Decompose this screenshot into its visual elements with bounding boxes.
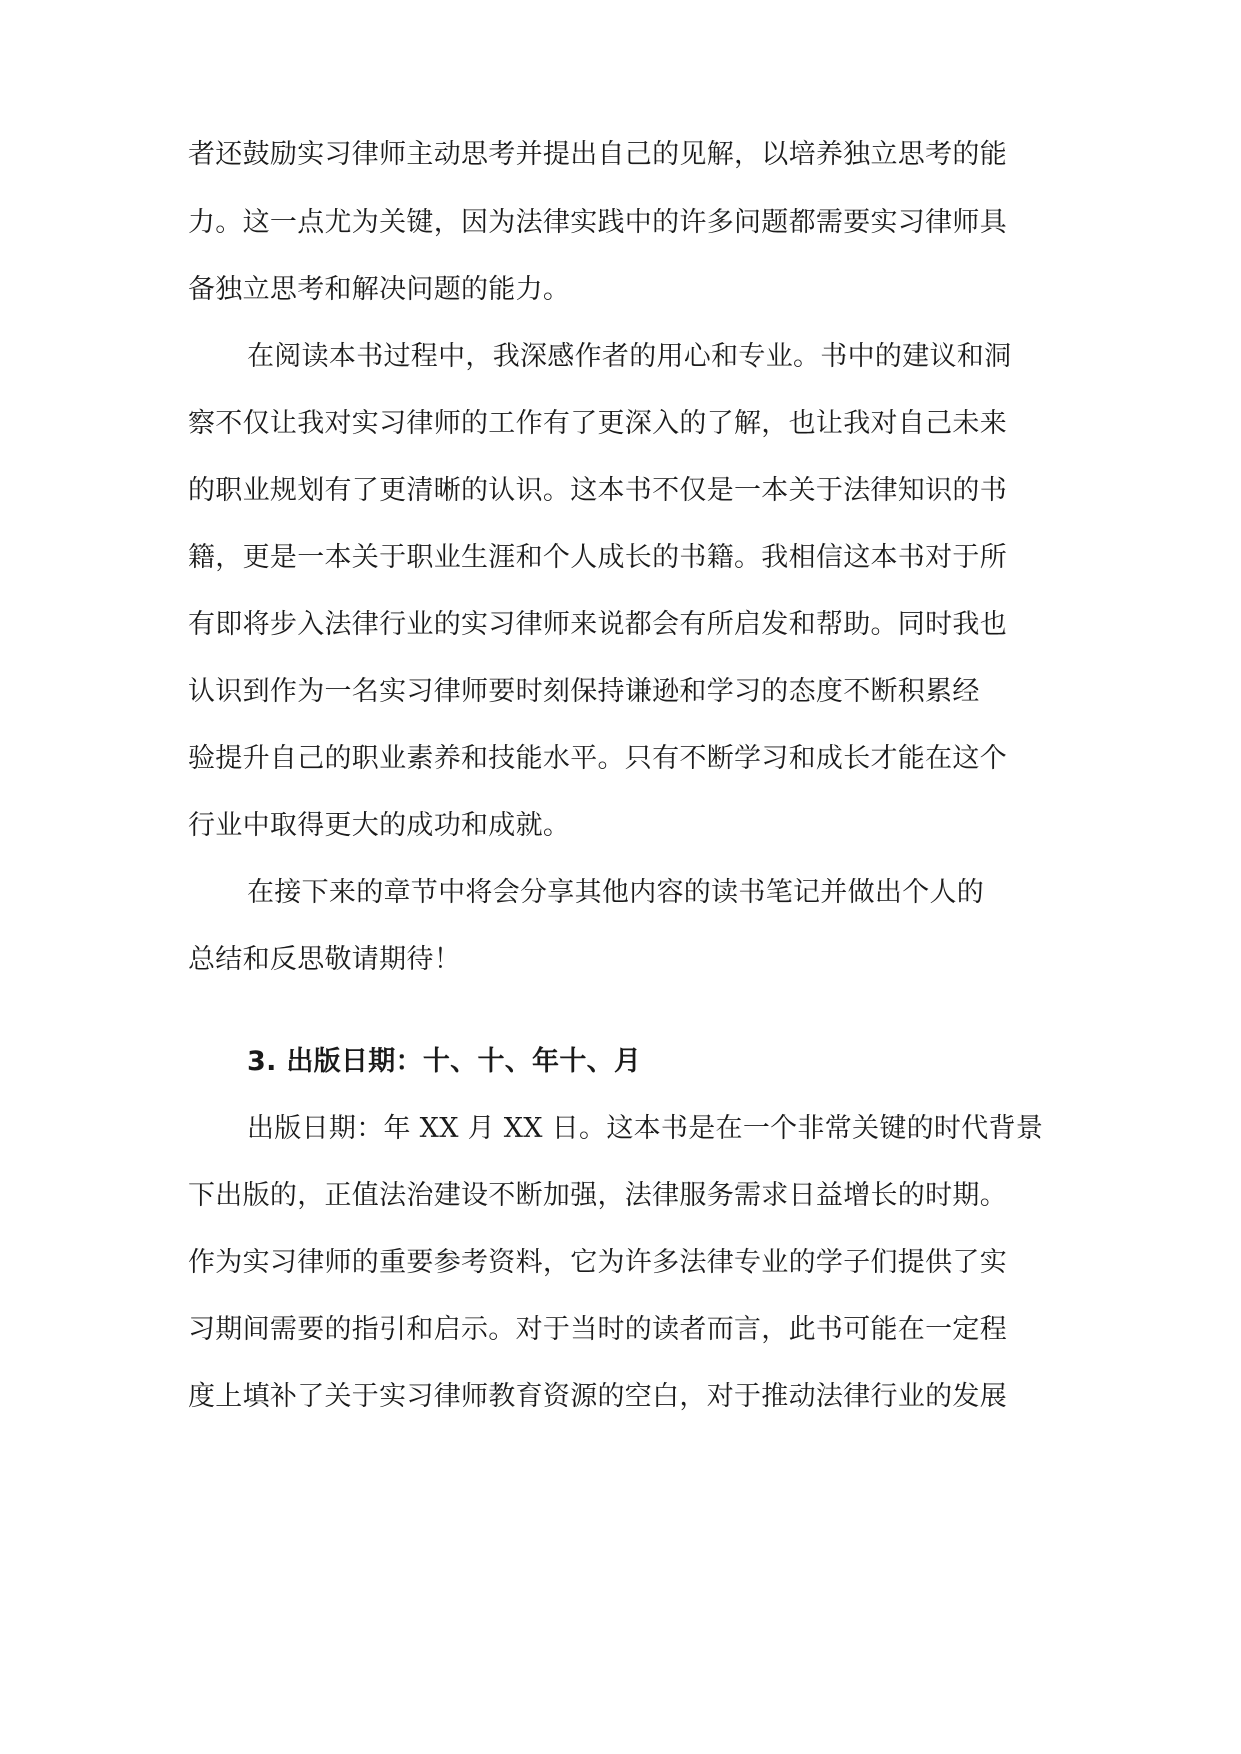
- paragraph-line: 行业中取得更大的成功和成就。: [188, 810, 571, 841]
- paragraph-line: 认识到作为一名实习律师要时刻保持谦逊和学习的态度不断积累经: [188, 676, 980, 707]
- paragraph-line: 的职业规划有了更清晰的认识。这本书不仅是一本关于法律知识的书: [188, 475, 1007, 506]
- paragraph-line: 出版日期：年 XX 月 XX 日。这本书是在一个非常关键的时代背景: [247, 1113, 1044, 1144]
- section-heading: 3. 出版日期：十、十、年十、月: [247, 1046, 642, 1077]
- paragraph-line: 备独立思考和解决问题的能力。: [188, 274, 571, 305]
- paragraph-line: 在阅读本书过程中，我深感作者的用心和专业。书中的建议和洞: [247, 341, 1012, 372]
- paragraph-line: 者还鼓励实习律师主动思考并提出自己的见解，以培养独立思考的能: [188, 139, 1007, 170]
- paragraph-line: 力。这一点尤为关键，因为法律实践中的许多问题都需要实习律师具: [188, 207, 1007, 238]
- paragraph-line: 下出版的，正值法治建设不断加强，法律服务需求日益增长的时期。: [188, 1180, 1007, 1211]
- paragraph-line: 在接下来的章节中将会分享其他内容的读书笔记并做出个人的: [247, 877, 985, 908]
- paragraph-line: 籍，更是一本关于职业生涯和个人成长的书籍。我相信这本书对于所: [188, 542, 1007, 573]
- paragraph-line: 总结和反思敬请期待！: [188, 944, 461, 975]
- paragraph-line: 有即将步入法律行业的实习律师来说都会有所启发和帮助。同时我也: [188, 609, 1007, 640]
- paragraph-line: 察不仅让我对实习律师的工作有了更深入的了解，也让我对自己未来: [188, 408, 1007, 439]
- paragraph-line: 习期间需要的指引和启示。对于当时的读者而言，此书可能在一定程: [188, 1314, 1007, 1345]
- paragraph-line: 验提升自己的职业素养和技能水平。只有不断学习和成长才能在这个: [188, 743, 1007, 774]
- paragraph-line: 作为实习律师的重要参考资料，它为许多法律专业的学子们提供了实: [188, 1247, 1007, 1278]
- paragraph-line: 度上填补了关于实习律师教育资源的空白，对于推动法律行业的发展: [188, 1381, 1007, 1412]
